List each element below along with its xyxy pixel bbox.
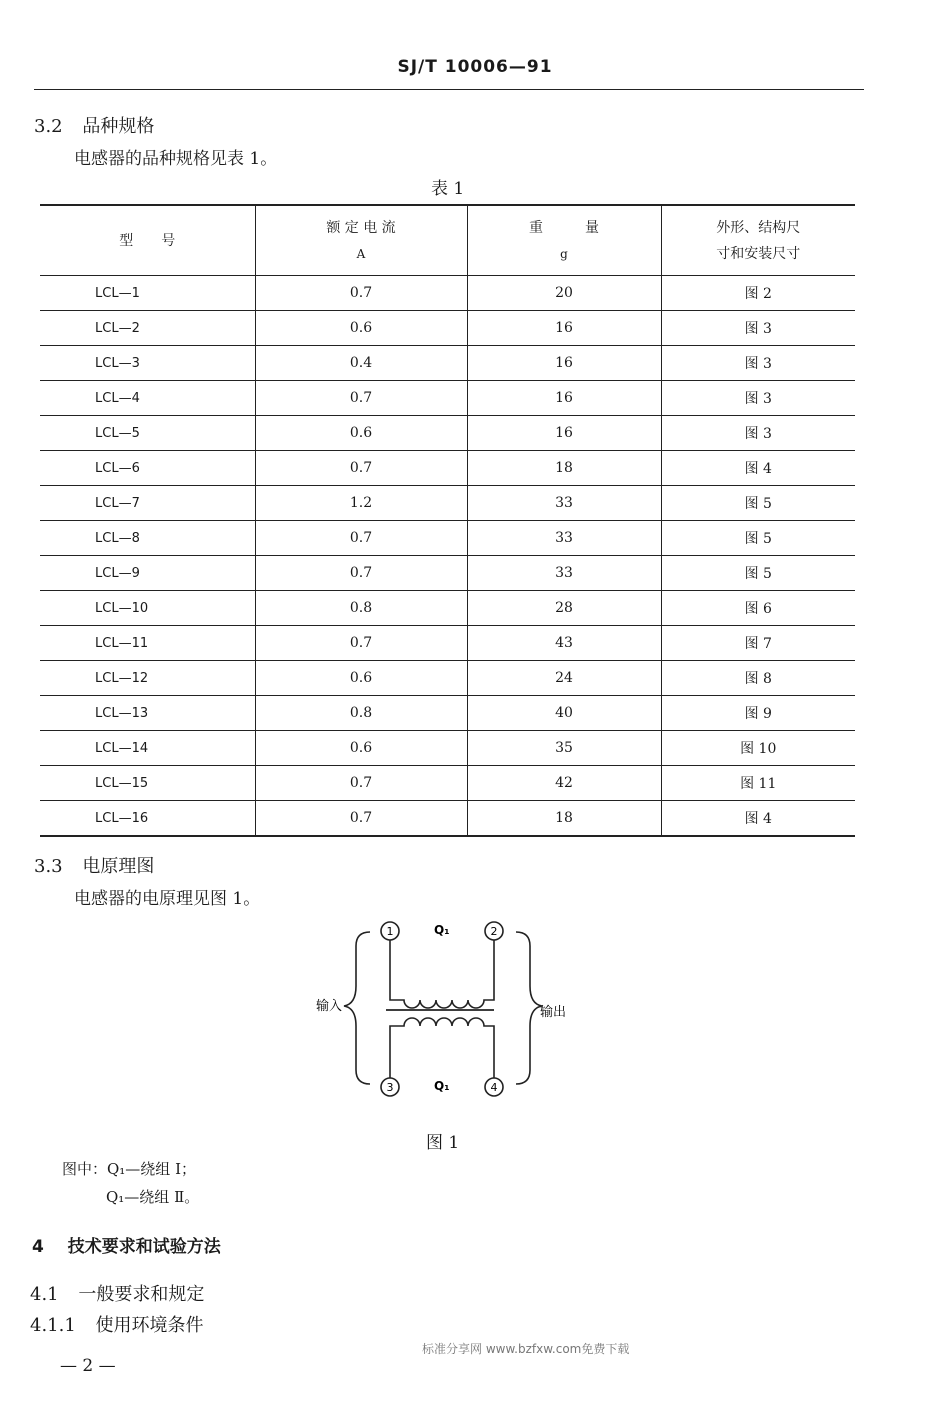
figure-ref-cell: 图 4 [661,451,855,486]
table-row [40,276,855,311]
model-cell: LCL—4 [40,381,255,416]
figure-ref-cell: 图 9 [661,696,855,731]
header-current: 额 定 电 流 A [255,205,467,276]
model-cell: LCL—7 [40,486,255,521]
model-cell: LCL—16 [40,801,255,837]
current-cell: 0.7 [255,626,467,661]
model-cell: LCL—6 [40,451,255,486]
header-rule [34,89,864,90]
current-cell: 0.7 [255,521,467,556]
weight-cell: 16 [467,311,661,346]
weight-cell: 40 [467,696,661,731]
table-row [40,696,855,731]
svg-text:1: 1 [386,925,394,938]
spec-table [40,204,855,837]
current-cell: 0.4 [255,346,467,381]
model-cell: LCL—1 [40,276,255,311]
figure-ref-cell: 图 5 [661,556,855,591]
top-winding [390,940,494,1008]
model-cell: LCL—5 [40,416,255,451]
weight-cell: 35 [467,731,661,766]
svg-text:4: 4 [490,1081,498,1094]
model-cell: LCL—11 [40,626,255,661]
current-cell: 0.7 [255,766,467,801]
model-cell: LCL—10 [40,591,255,626]
current-cell: 0.8 [255,591,467,626]
figure-ref-cell: 图 4 [661,801,855,837]
weight-cell: 16 [467,381,661,416]
svg-text:3: 3 [386,1081,394,1094]
watermark: 标准分享网 www.bzfxw.com免费下载 [422,1342,630,1356]
table-row [40,591,855,626]
section-title: 一般要求和规定 [78,1284,205,1305]
current-cell: 0.7 [255,381,467,416]
figure-ref-cell: 图 2 [661,276,855,311]
figure-ref-cell: 图 6 [661,591,855,626]
weight-cell: 43 [467,626,661,661]
figure-ref-cell: 图 10 [661,731,855,766]
svg-text:2: 2 [490,925,498,938]
figure-ref-cell: 图 5 [661,521,855,556]
weight-cell: 33 [467,486,661,521]
output-brace [516,932,542,1084]
table-row [40,346,855,381]
weight-cell: 18 [467,801,661,837]
weight-cell: 16 [467,346,661,381]
section-3-3-heading [34,852,154,878]
current-cell: 0.6 [255,661,467,696]
figure-ref-cell: 图 3 [661,346,855,381]
terminal-4 [485,1078,503,1096]
section-3-3-text: 电感器的电原理见图 1。 [74,889,261,909]
section-3-2-text: 电感器的品种规格见表 1。 [74,149,278,169]
current-cell: 0.7 [255,556,467,591]
weight-cell: 28 [467,591,661,626]
current-cell: 0.6 [255,731,467,766]
page-number: — 2 — [60,1356,116,1376]
table-row [40,381,855,416]
weight-cell: 33 [467,556,661,591]
section-number: 3.3 [34,856,63,877]
circuit-diagram [300,912,600,1112]
input-label: 输入 [316,999,343,1014]
figure-1-caption: 图 1 [426,1133,460,1153]
terminal-3 [381,1078,399,1096]
figure-ref-cell: 图 3 [661,381,855,416]
figure-ref-cell: 图 3 [661,311,855,346]
table-header-row [40,205,855,276]
table-row [40,731,855,766]
table-row [40,556,855,591]
section-title: 使用环境条件 [95,1315,204,1336]
model-cell: LCL—3 [40,346,255,381]
figure-ref-cell: 图 11 [661,766,855,801]
current-cell: 0.7 [255,451,467,486]
figure-ref-cell: 图 5 [661,486,855,521]
model-cell: LCL—13 [40,696,255,731]
current-cell: 0.7 [255,801,467,837]
bottom-winding-label: Q₁ [434,1079,450,1093]
model-cell: LCL—14 [40,731,255,766]
standard-code: SJ/T 10006—91 [397,57,553,77]
section-number: 3.2 [34,116,63,137]
current-cell: 1.2 [255,486,467,521]
weight-cell: 33 [467,521,661,556]
model-cell: LCL—12 [40,661,255,696]
header-dimensions: 外形、结构尺 寸和安装尺寸 [661,205,855,276]
figure-legend-line-1: 图中：Q₁—绕组 Ⅰ； [62,1160,197,1178]
table-1-caption: 表 1 [431,179,465,199]
table-row [40,766,855,801]
section-title: 品种规格 [82,116,155,137]
current-cell: 0.6 [255,416,467,451]
figure-ref-cell: 图 7 [661,626,855,661]
weight-cell: 16 [467,416,661,451]
table-row [40,661,855,696]
weight-cell: 20 [467,276,661,311]
table-row [40,451,855,486]
figure-ref-cell: 图 8 [661,661,855,696]
section-title: 技术要求和试验方法 [67,1237,221,1257]
section-4-1-heading [30,1280,204,1306]
table-row [40,801,855,837]
section-title: 电原理图 [82,856,155,877]
section-number: 4.1.1 [30,1315,76,1336]
bottom-winding [390,1018,494,1078]
model-cell: LCL—15 [40,766,255,801]
current-cell: 0.6 [255,311,467,346]
top-winding-label: Q₁ [434,923,450,937]
table-row [40,311,855,346]
current-cell: 0.8 [255,696,467,731]
input-brace [344,932,370,1084]
table-row [40,486,855,521]
terminal-1 [381,922,399,940]
weight-cell: 42 [467,766,661,801]
section-4-heading [32,1232,221,1257]
weight-cell: 24 [467,661,661,696]
table-row [40,626,855,661]
model-cell: LCL—9 [40,556,255,591]
output-label: 输出 [540,1005,567,1020]
figure-legend-line-2: Q₁—绕组 Ⅱ。 [106,1188,200,1206]
section-number: 4.1 [30,1284,59,1305]
table-row [40,416,855,451]
header-model: 型 号 [40,205,255,276]
weight-cell: 18 [467,451,661,486]
header-weight: 重 量 g [467,205,661,276]
model-cell: LCL—8 [40,521,255,556]
current-cell: 0.7 [255,276,467,311]
figure-ref-cell: 图 3 [661,416,855,451]
model-cell: LCL—2 [40,311,255,346]
section-number: 4 [32,1237,44,1257]
section-3-2-heading [34,112,154,138]
section-4-1-1-heading [30,1311,204,1337]
table-row [40,521,855,556]
terminal-2 [485,922,503,940]
